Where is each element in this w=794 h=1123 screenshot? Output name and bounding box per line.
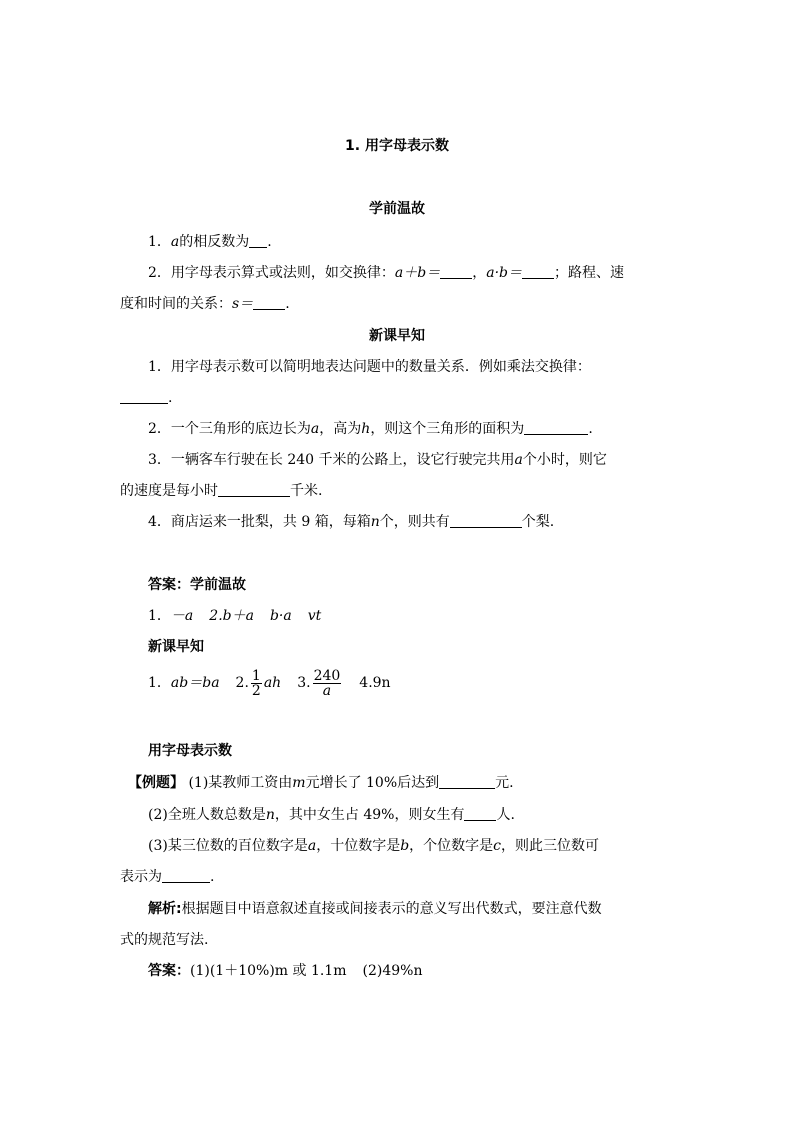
fraction-240-over-a: $\frac{240}{a}$ [313, 667, 341, 699]
example-part-2: (2)全班人数总数是n，其中女生占 49%，则女生有 人. [148, 807, 515, 823]
answer-blank [450, 513, 522, 528]
answer-blank [522, 264, 554, 279]
page-title: 1. 用字母表示数 [345, 138, 449, 154]
answer-blank [253, 295, 285, 310]
preview-question-2-cont: 度和时间的关系：s＝ . [120, 296, 290, 312]
answers-heading: 答案：学前温故 [148, 577, 246, 593]
answer-blank [464, 806, 496, 821]
example-part-1: 【例题】 (1)某教师工资由m元增长了 10%后达到 元. [128, 775, 514, 791]
newlesson-question-1-cont: . [120, 388, 680, 408]
answer-blank [162, 868, 210, 883]
answers-subheading: 新课早知 [148, 639, 204, 655]
newlesson-question-3: 3．一辆客车行驶在长 240 千米的公路上，设它行驶完共用a个小时，则它 [148, 452, 607, 468]
newlesson-heading: 新课早知 [369, 328, 425, 344]
answers-line-2: 1．ab＝ba 2. $\frac{1}{2}$ ah 3. $\frac{240}{a}$ 4.9n [148, 667, 391, 699]
answer-blank [120, 389, 168, 404]
preview-question-2: 2．用字母表示算式或法则，如交换律：a＋b＝ ，a·b＝ ；路程、速 [148, 265, 624, 281]
fraction-one-half: $\frac{1}{2}$ [251, 667, 261, 699]
example-answer: 答案：(1)(1＋10%)m 或 1.1m (2)49%n [148, 963, 423, 979]
preview-question-1: 1．a的相反数为 . [148, 234, 272, 250]
answers-line-1: 1．－a 2.b＋a b·a vt [148, 608, 322, 624]
newlesson-question-2: 2．一个三角形的底边长为a，高为h，则这个三角形的面积为 . [148, 421, 593, 437]
answer-blank [439, 774, 495, 789]
example-part-3: (3)某三位数的百位数字是a，十位数字是b，个位数字是c，则此三位数可 [148, 838, 600, 854]
answer-blank [249, 233, 267, 248]
preview-heading: 学前温故 [369, 201, 425, 217]
answer-blank [440, 264, 472, 279]
analysis: 解析:根据题目中语意叙述直接或间接表示的意义写出代数式，要注意代数 [148, 901, 602, 917]
analysis-cont: 式的规范写法. [120, 932, 209, 948]
newlesson-question-4: 4．商店运来一批梨，共 9 箱，每箱n个，则共有 个梨. [148, 514, 555, 530]
example-part-3-cont: 表示为 . [120, 869, 215, 885]
newlesson-question-3-cont: 的速度是每小时 千米. [120, 483, 323, 499]
section-heading: 用字母表示数 [148, 743, 232, 759]
answer-blank [218, 482, 290, 497]
answer-blank [524, 420, 588, 435]
newlesson-question-1: 1．用字母表示数可以简明地表达问题中的数量关系．例如乘法交换律： [148, 359, 591, 375]
